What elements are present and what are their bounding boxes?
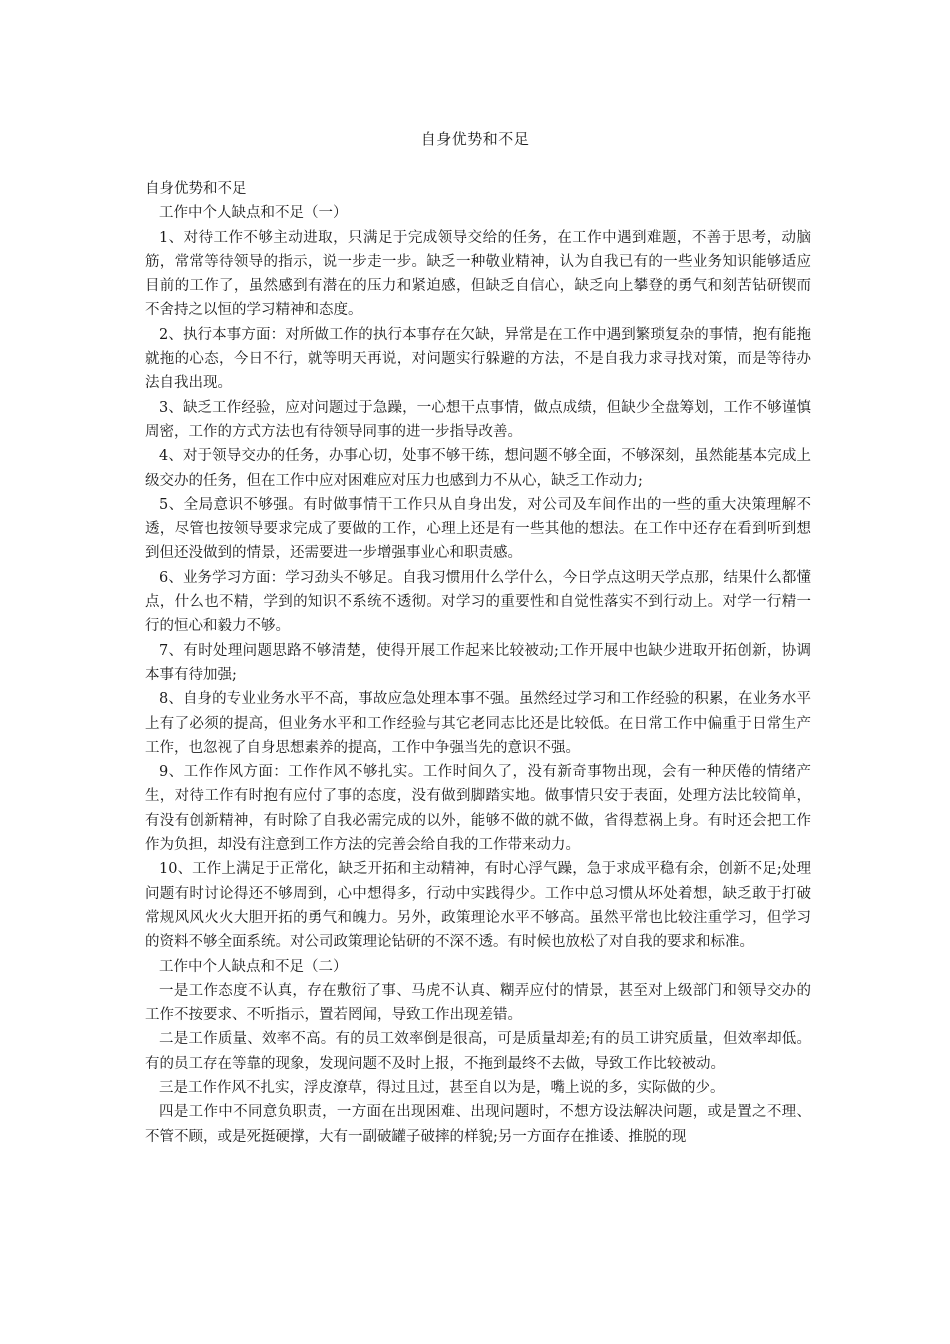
paragraph-8: 8、自身的专业业务水平不高，事故应急处理本事不强。虽然经过学习和工作经验的积累，在业务水平上有了必须的提高，但业务水平和工作经验与其它老同志比还是比较低。在日常工作中偏重于日常生产工作，也忽视了自身思想素养的提高，工作中争强当先的意识不强。 [145, 691, 811, 756]
document-subtitle: 自身优势和不足 [145, 181, 247, 197]
paragraph-12: 二是工作质量、效率不高。有的员工效率倒是很高，可是质量却差;有的员工讲究质量，但效率却低。有的员工存在等靠的现象，发现问题不及时上报，不拖到最终不去做，导致工作比较被动。 [145, 1031, 811, 1072]
paragraph-1: 1、对待工作不够主动进取，只满足于完成领导交给的任务，在工作中遇到难题，不善于思考，动脑筋，常常等待领导的指示，说一步走一步。缺乏一种敬业精神，认为自我已有的一些业务知识能够适应目前的工作了，虽然感到有潜在的压力和紧迫感，但缺乏自信心，缺乏向上攀登的勇气和刻苦钻研锲而不舍持之以恒的学习精神和态度。 [145, 229, 811, 319]
paragraph-13: 三是工作作风不扎实，浮皮潦草，得过且过，甚至自以为是，嘴上说的多，实际做的少。 [159, 1079, 725, 1096]
paragraph-10: 10、工作上满足于正常化，缺乏开拓和主动精神，有时心浮气躁，急于求成平稳有余，创新不足;处理问题有时讨论得还不够周到，心中想得多，行动中实践得少。工作中总习惯从坏处着想，缺乏敢于打破常规风风火火大胆开拓的勇气和魄力。另外，政策理论水平不够高。虽然平常也比较注重学习，但学习的资料不够全面系统。对公司政策理论钻研的不深不透。有时候也放松了对自我的要求和标准。 [145, 861, 811, 951]
paragraph-3: 3、缺乏工作经验，应对问题过于急躁，一心想干点事情，做点成绩，但缺少全盘筹划，工作不够谨慎周密，工作的方式方法也有待领导同事的进一步指导改善。 [145, 399, 811, 440]
paragraph-4: 4、对于领导交办的任务，办事心切，处事不够干练，想问题不够全面，不够深刻，虽然能基本完成上级交办的任务，但在工作中应对困难应对压力也感到力不从心，缺乏工作动力; [145, 448, 811, 489]
paragraph-11: 一是工作态度不认真，存在敷衍了事、马虎不认真、糊弄应付的情景，甚至对上级部门和领导交办的工作不按要求、不听指示，置若罔闻，导致工作出现差错。 [145, 982, 811, 1024]
section-heading-1: 工作中个人缺点和不足（一） [159, 205, 348, 222]
section-heading-2: 工作中个人缺点和不足（二） [159, 958, 348, 975]
document-body [145, 177, 811, 1149]
document-title: 自身优势和不足 [420, 130, 530, 148]
paragraph-5: 5、全局意识不够强。有时做事情干工作只从自身出发，对公司及车间作出的一些的重大决策理解不透，尽管也按领导要求完成了要做的工作，心理上还是有一些其他的想法。在工作中还存在看到听到想到但还没做到的情景，还需要进一步增强事业心和职责感。 [145, 496, 811, 562]
paragraph-7: 7、有时处理问题思路不够清楚，使得开展工作起来比较被动;工作开展中也缺少进取开拓创新，协调本事有待加强; [145, 642, 811, 683]
paragraph-2: 2、执行本事方面：对所做工作的执行本事存在欠缺，异常是在工作中遇到繁琐复杂的事情，抱有能拖就拖的心态，今日不行，就等明天再说，对问题实行躲避的方法，不是自我力求寻找对策，而是等待办法自我出现。 [145, 326, 811, 392]
paragraph-6: 6、业务学习方面：学习劲头不够足。自我习惯用什么学什么，今日学点这明天学点那，结果什么都懂点，什么也不精，学到的知识不系统不透彻。对学习的重要性和自觉性落实不到行动上。对学一行精一行的恒心和毅力不够。 [145, 569, 811, 635]
paragraph-9: 9、工作作风方面：工作作风不够扎实。工作时间久了，没有新奇事物出现，会有一种厌倦的情绪产生，对待工作有时抱有应付了事的态度，没有做到脚踏实地。做事情只安于表面，处理方法比较简单，有没有创新精神，有时除了自我必需完成的以外，能够不做的就不做，省得惹祸上身。有时还会把工作作为负担，却没有注意到工作方法的完善会给自我的工作带来动力。 [145, 764, 811, 854]
paragraph-14: 四是工作中不同意负职责，一方面在出现困难、出现问题时，不想方设法解决问题，或是置之不理、不管不顾，或是死挺硬撑，大有一副破罐子破摔的样貌;另一方面存在推诿、推脱的现 [145, 1104, 811, 1145]
